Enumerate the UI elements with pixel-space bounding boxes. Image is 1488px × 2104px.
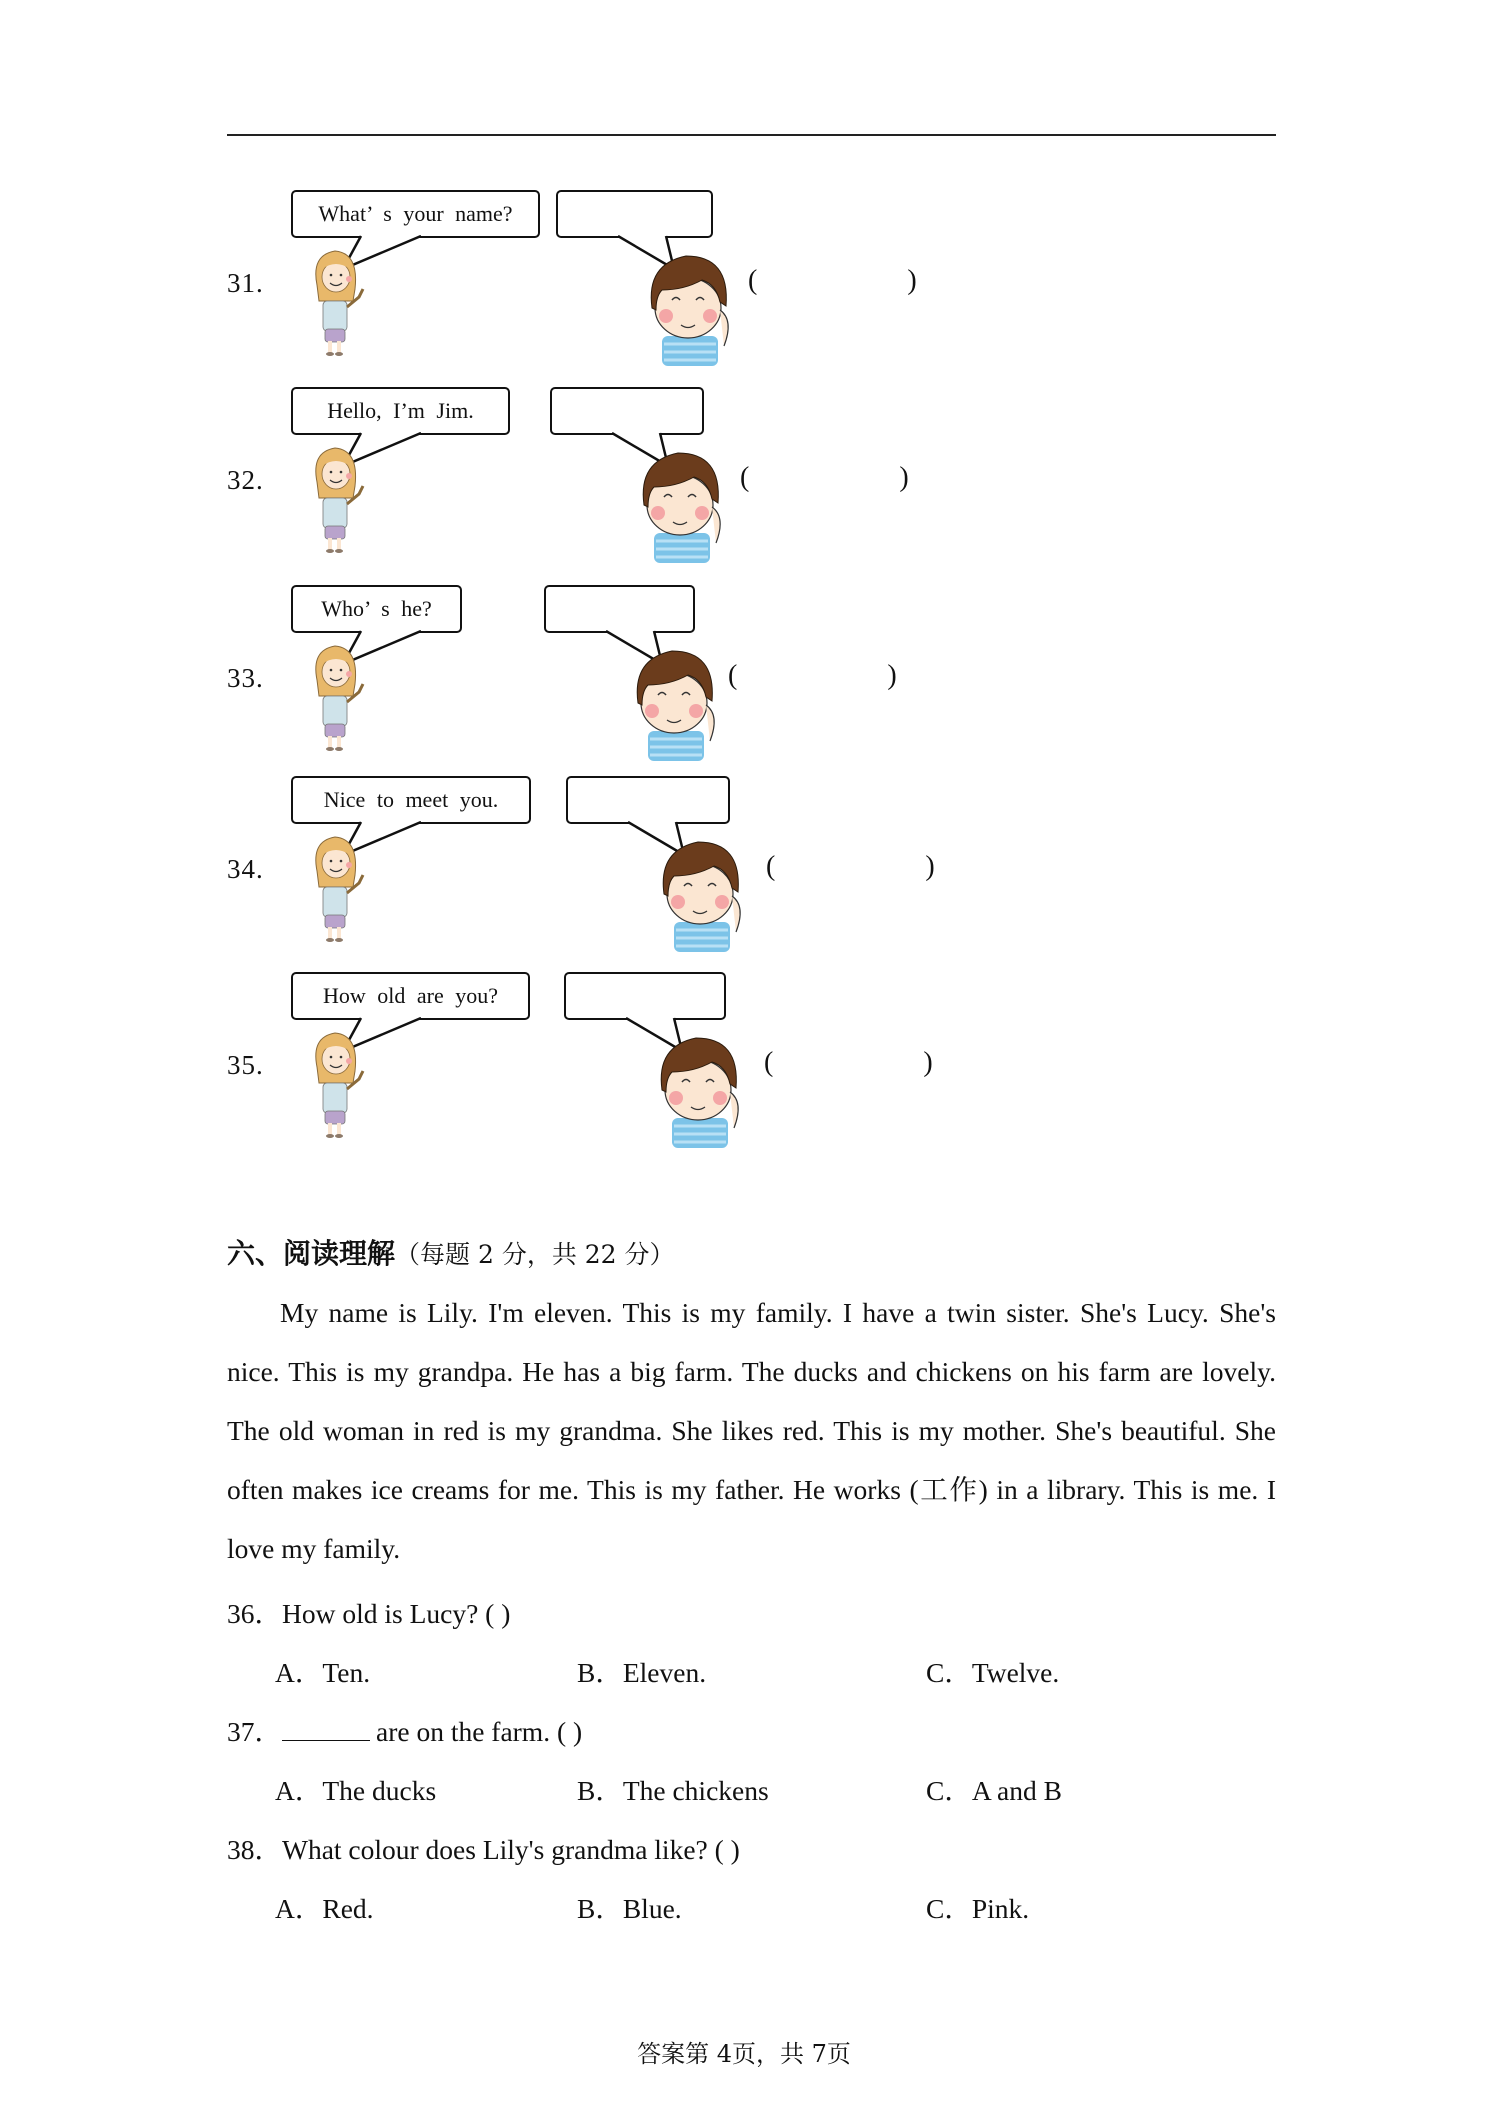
bubble-text: Nice to meet you. (323, 787, 499, 812)
question-number: 38． (227, 1834, 282, 1865)
dialogue-row (0, 387, 1488, 583)
dialogue-row (0, 585, 1488, 781)
answer-paren-text: ( ) (728, 660, 897, 691)
question-36 (227, 1591, 510, 1631)
boy-answer-bubble[interactable] (564, 972, 726, 1020)
option-36-a[interactable]: A．Ten. (275, 1657, 371, 1688)
bubble-text: What’ s your name? (318, 201, 513, 226)
question-number: 34. (227, 854, 264, 884)
option-36-c[interactable]: C．Twelve. (926, 1657, 1060, 1688)
section-heading (227, 1232, 675, 1272)
boy-answer-bubble[interactable] (556, 190, 713, 238)
dialogue-row (0, 972, 1488, 1168)
answer-paren-text: ( ) (748, 265, 917, 296)
girl-speech-bubble (291, 190, 540, 238)
option-38-a[interactable]: A．Red. (275, 1893, 374, 1924)
option-37-a[interactable]: A．The ducks (275, 1775, 437, 1806)
boy-answer-bubble[interactable] (550, 387, 704, 435)
answer-paren-text: ( ) (740, 462, 909, 493)
question-38 (227, 1827, 740, 1867)
answer-blank[interactable] (282, 1718, 370, 1741)
girl-illustration (303, 442, 373, 559)
question-number: 31. (227, 268, 264, 298)
question-number: 32. (227, 465, 264, 495)
answer-paren-text: ( ) (766, 851, 935, 882)
question-text: are on the farm. ( ) (376, 1716, 583, 1747)
section-title: 六、阅读理解 (227, 1237, 396, 1270)
boy-illustration (640, 250, 740, 371)
dialogue-row (0, 776, 1488, 972)
page-footer: 答案第 4页，共 7页 (637, 2040, 851, 2068)
question-number: 33. (227, 663, 264, 693)
boy-illustration (652, 836, 752, 957)
girl-illustration (303, 640, 373, 757)
option-36-b[interactable]: B．Eleven. (577, 1657, 707, 1688)
girl-speech-bubble (291, 585, 462, 633)
bubble-text: Hello, I’m Jim. (327, 398, 474, 423)
answer-parentheses[interactable] (764, 1047, 933, 1079)
girl-illustration (303, 245, 373, 362)
girl-illustration (303, 831, 373, 948)
option-37-b[interactable]: B．The chickens (577, 1775, 769, 1806)
option-37-c[interactable]: C．A and B (926, 1775, 1062, 1806)
answer-parentheses[interactable] (766, 851, 935, 883)
option-38-c[interactable]: C．Pink. (926, 1893, 1030, 1924)
boy-illustration (626, 645, 726, 766)
answer-parentheses[interactable] (740, 462, 909, 494)
girl-speech-bubble (291, 387, 510, 435)
girl-speech-bubble (291, 972, 530, 1020)
answer-parentheses[interactable] (748, 265, 917, 297)
question-number: 35. (227, 1050, 264, 1080)
question-text: How old is Lucy? ( ) (282, 1598, 511, 1629)
bubble-text: Who’ s he? (321, 596, 432, 621)
bubble-text: How old are you? (322, 983, 498, 1008)
boy-illustration (632, 447, 732, 568)
option-38-b[interactable]: B．Blue. (577, 1893, 682, 1924)
header-rule (227, 134, 1276, 136)
answer-parentheses[interactable] (728, 660, 897, 692)
boy-answer-bubble[interactable] (544, 585, 695, 633)
question-text: What colour does Lily's grandma like? ( ) (282, 1834, 740, 1865)
dialogue-row (0, 190, 1488, 386)
question-number: 37． (227, 1716, 282, 1747)
answer-paren-text: ( ) (764, 1047, 933, 1078)
girl-illustration (303, 1027, 373, 1144)
reading-passage: My name is Lily. I'm eleven. This is my family. I have a twin sister. She's Lucy. She's nice. This is my grandpa. He has a big farm. The ducks and chickens on his farm are lovely. The old woman in red is my grandma. She likes red. This is my mother. She's beautiful. She often makes ice creams for me. This is my father. He works (工作) in a library. This is me. I love my family. (227, 1297, 1276, 1564)
question-37 (227, 1709, 582, 1749)
section-scoring: （每题 2 分，共 22 分） (395, 1240, 675, 1269)
boy-answer-bubble[interactable] (566, 776, 730, 824)
girl-speech-bubble (291, 776, 531, 824)
boy-illustration (650, 1032, 750, 1153)
question-number: 36． (227, 1598, 282, 1629)
